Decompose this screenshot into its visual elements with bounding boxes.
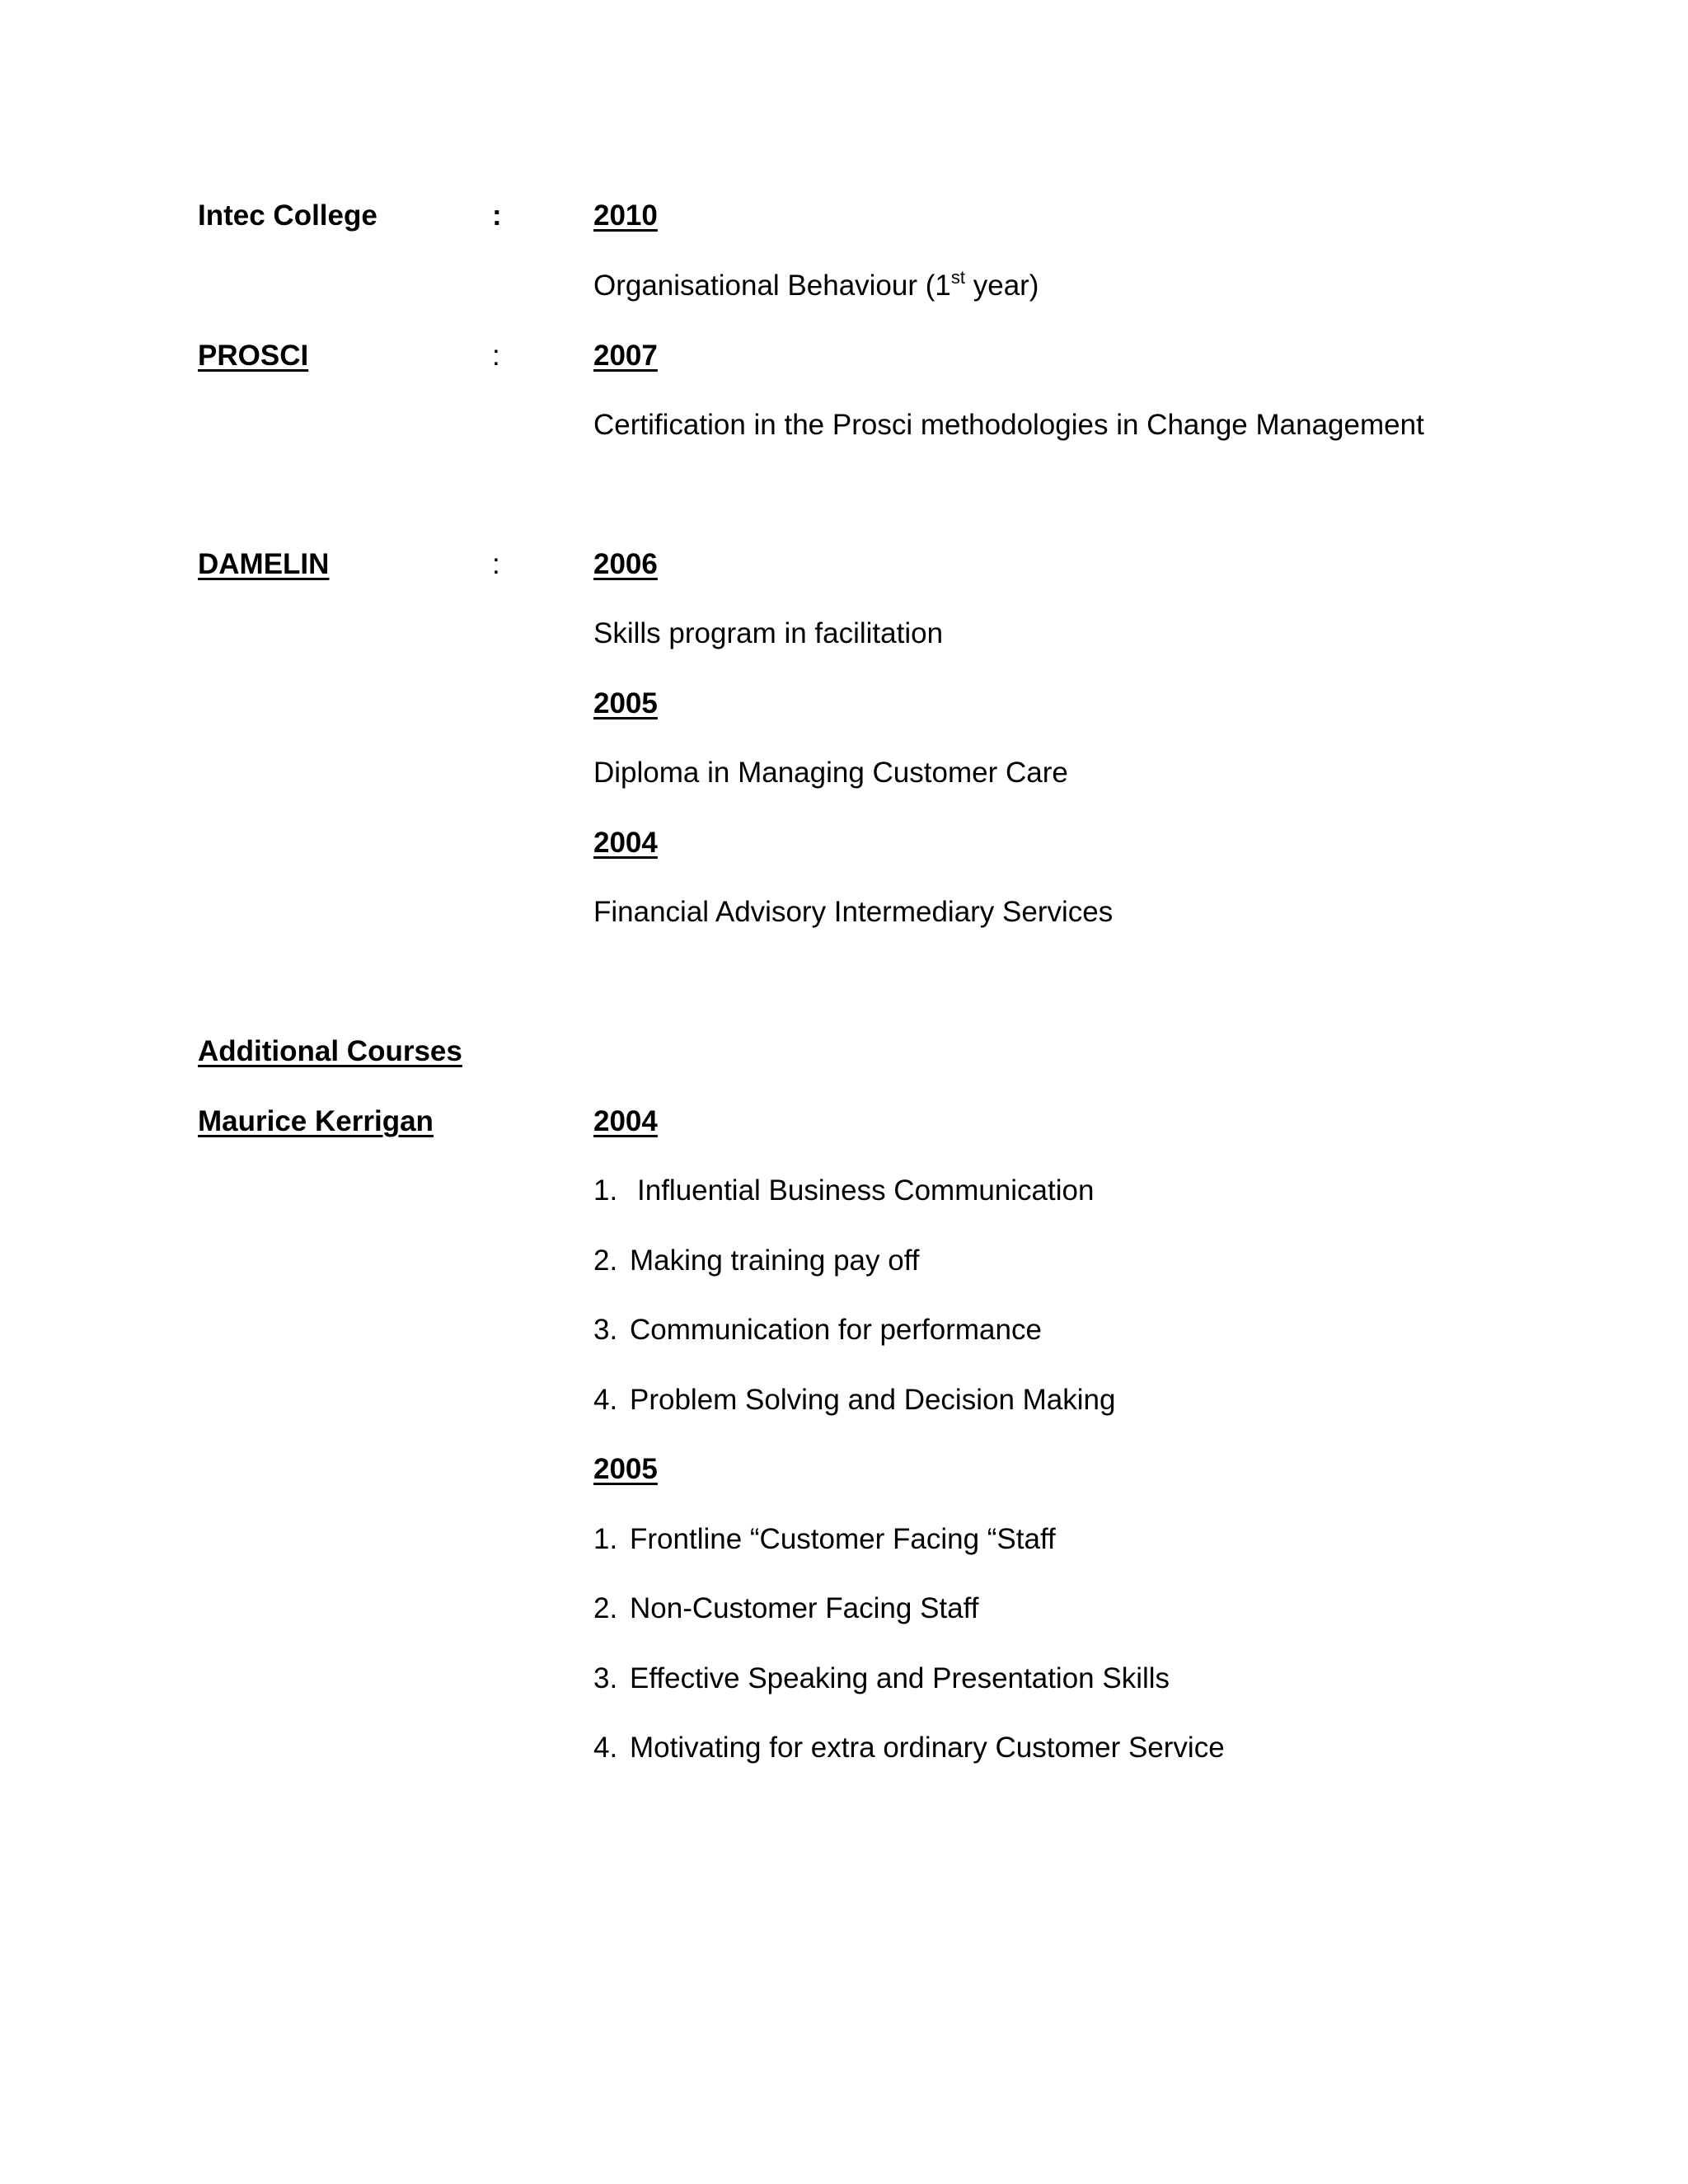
separator-colon: :	[492, 548, 500, 580]
list-text: Frontline “Customer Facing “Staff	[630, 1523, 1056, 1555]
ordinal-superscript: st	[950, 267, 965, 288]
year-heading: 2004	[593, 827, 658, 859]
institution-intec-college: Intec College	[198, 199, 377, 232]
list-number: 2.	[593, 1592, 618, 1624]
year-heading: 2010	[593, 199, 658, 232]
list-number: 3.	[593, 1662, 618, 1694]
list-item	[593, 1521, 1056, 1558]
list-item	[593, 1730, 1225, 1766]
list-text: Non-Customer Facing Staff	[630, 1592, 979, 1624]
year-heading: 2005	[593, 1453, 658, 1485]
year-heading: 2004	[593, 1105, 658, 1137]
provider-maurice-kerrigan: Maurice Kerrigan	[198, 1105, 434, 1137]
course-line: Diploma in Managing Customer Care	[593, 757, 1068, 789]
list-number: 4.	[593, 1732, 618, 1764]
year-heading: 2007	[593, 340, 658, 372]
institution-prosci: PROSCI	[198, 340, 309, 372]
course-line: Skills program in facilitation	[593, 617, 944, 649]
list-text: Effective Speaking and Presentation Skills	[630, 1662, 1170, 1694]
list-item	[593, 1591, 978, 1627]
course-line	[593, 268, 1039, 304]
institution-damelin: DAMELIN	[198, 548, 330, 580]
list-number: 2.	[593, 1244, 618, 1277]
separator-colon: :	[492, 340, 500, 372]
list-number: 1.	[593, 1174, 618, 1207]
year-heading: 2005	[593, 687, 658, 719]
list-item	[593, 1243, 920, 1279]
list-text: Problem Solving and Decision Making	[630, 1384, 1116, 1416]
list-item	[593, 1173, 1094, 1209]
list-number: 3.	[593, 1314, 618, 1346]
separator-colon: :	[492, 199, 502, 232]
list-number: 4.	[593, 1384, 618, 1416]
list-item	[593, 1661, 1170, 1697]
list-text: Motivating for extra ordinary Customer Service	[630, 1732, 1225, 1764]
course-text: Organisational Behaviour (1	[593, 269, 951, 302]
list-text: Influential Business Communication	[637, 1174, 1095, 1207]
list-number: 1.	[593, 1523, 618, 1555]
list-text: Communication for performance	[630, 1314, 1042, 1346]
course-line: Certification in the Prosci methodologies in Change Management	[593, 409, 1424, 441]
additional-courses-heading: Additional Courses	[198, 1035, 462, 1067]
list-item	[593, 1382, 1115, 1418]
list-item	[593, 1312, 1042, 1348]
course-text-suffix: year)	[965, 269, 1039, 302]
year-heading: 2006	[593, 548, 658, 580]
course-line: Financial Advisory Intermediary Services	[593, 896, 1114, 928]
list-text: Making training pay off	[630, 1244, 920, 1277]
